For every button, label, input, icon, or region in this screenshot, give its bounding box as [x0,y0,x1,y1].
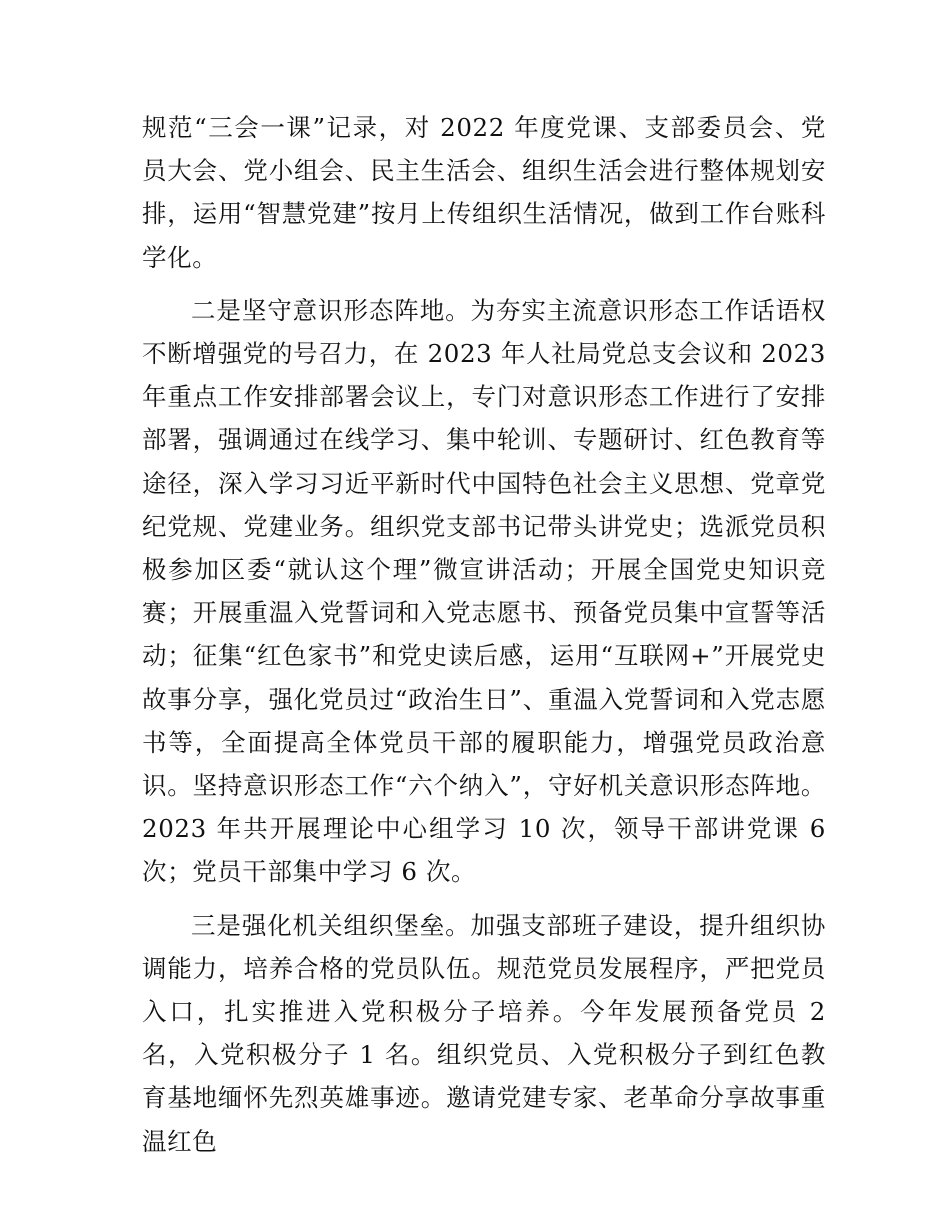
document-body [142,106,826,1163]
paragraph-continuation: 规范“三会一课”记录，对 2022 年度党课、支部委员会、党员大会、党小组会、民主生活会、组织生活会进行整体规划安排，运用“智慧党建”按月上传组织生活情况，做到工作台账科学化。 [142,113,826,272]
paragraph-ideology-position: 二是坚守意识形态阵地。为夯实主流意识形态工作话语权不断增强党的号召力，在 2023 年人社局党总支会议和 2023 年重点工作安排部署会议上，专门对意识形态工作进行了安排部署，强调通过在线学习、集中轮训、专题研讨、红色教育等途径，深入学习习近平新时代中国特色社会主义思想、党章党纪党规、党建业务。组织党支部书记带头讲党史；选派党员积极参加区委“就认这个理”微宣讲活动；开展全国党史知识竞赛；开展重温入党誓词和入党志愿书、预备党员集中宣誓等活动；征集“红色家书”和党史读后感，运用“互联网+”开展党史故事分享，强化党员过“政治生日”、重温入党誓词和入党志愿书等，全面提高全体党员干部的履职能力，增强党员政治意识。坚持意识形态工作“六个纳入”，守好机关意识形态阵地。2023 年共开展理论中心组学习 10 次，领导干部讲党课 6 次；党员干部集中学习 6 次。 [142,295,826,887]
paragraph-organization-fortress: 三是强化机关组织堡垒。加强支部班子建设，提升组织协调能力，培养合格的党员队伍。规范党员发展程序，严把党员入口，扎实推进入党积极分子培养。今年发展预备党员 2 名，入党积极分子 1 名。组织党员、入党积极分子到红色教育基地缅怀先烈英雄事迹。邀请党建专家、老革命分享故事重温红色 [142,910,826,1156]
